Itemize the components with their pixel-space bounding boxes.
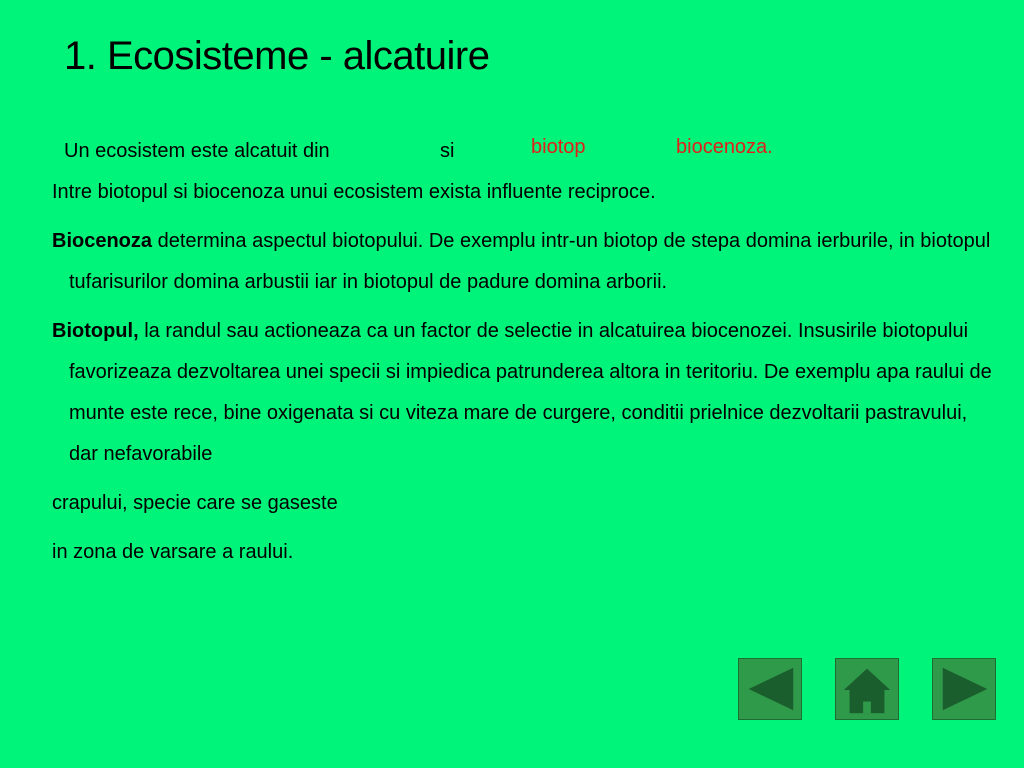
paragraph-biotopul-text: la randul sau actioneaza ca un factor de selectie in alcatuirea biocenozei. Insusirile biotopului favorizeaza dezvoltarea unei specii si impiedica patrunderea altora in teritoriu. De exemplu apa raului de munte este rece, bine oxigenata si cu viteza mare de curgere, conditii prielnice dezvoltarii pastravului, dar nefavorabile [69,320,992,465]
paragraph-influences: Intre biotopul si biocenoza unui ecosistem exista influente reciproce. [52,181,656,203]
intro-biocenoza-term: biocenoza. [676,136,773,158]
previous-slide-button[interactable] [738,658,802,720]
home-icon [836,659,898,719]
term-biotopul: Biotopul, [52,320,139,342]
paragraph-biotopul [52,311,992,475]
slide-title: 1. Ecosisteme - alcatuire [64,34,490,78]
slide-body [52,172,992,581]
term-biocenoza: Biocenoza [52,230,153,252]
intro-biotop-term: biotop [531,136,586,158]
intro-text: Un ecosistem este alcatuit din [64,140,330,162]
arrow-right-icon [933,659,995,719]
arrow-left-icon [739,659,801,719]
paragraph-biocenoza-text: determina aspectul biotopului. De exemplu intr-un biotop de stepa domina ierburile, in biotopul tufarisurilor domina arbustii iar in biotopul de padure domina arborii. [69,230,991,293]
home-button[interactable] [835,658,899,720]
paragraph-biocenoza [52,221,992,303]
next-slide-button[interactable] [932,658,996,720]
intro-si: si [440,140,455,162]
paragraph-crap: crapului, specie care se gaseste [52,492,338,514]
paragraph-varsare: in zona de varsare a raului. [52,541,294,563]
